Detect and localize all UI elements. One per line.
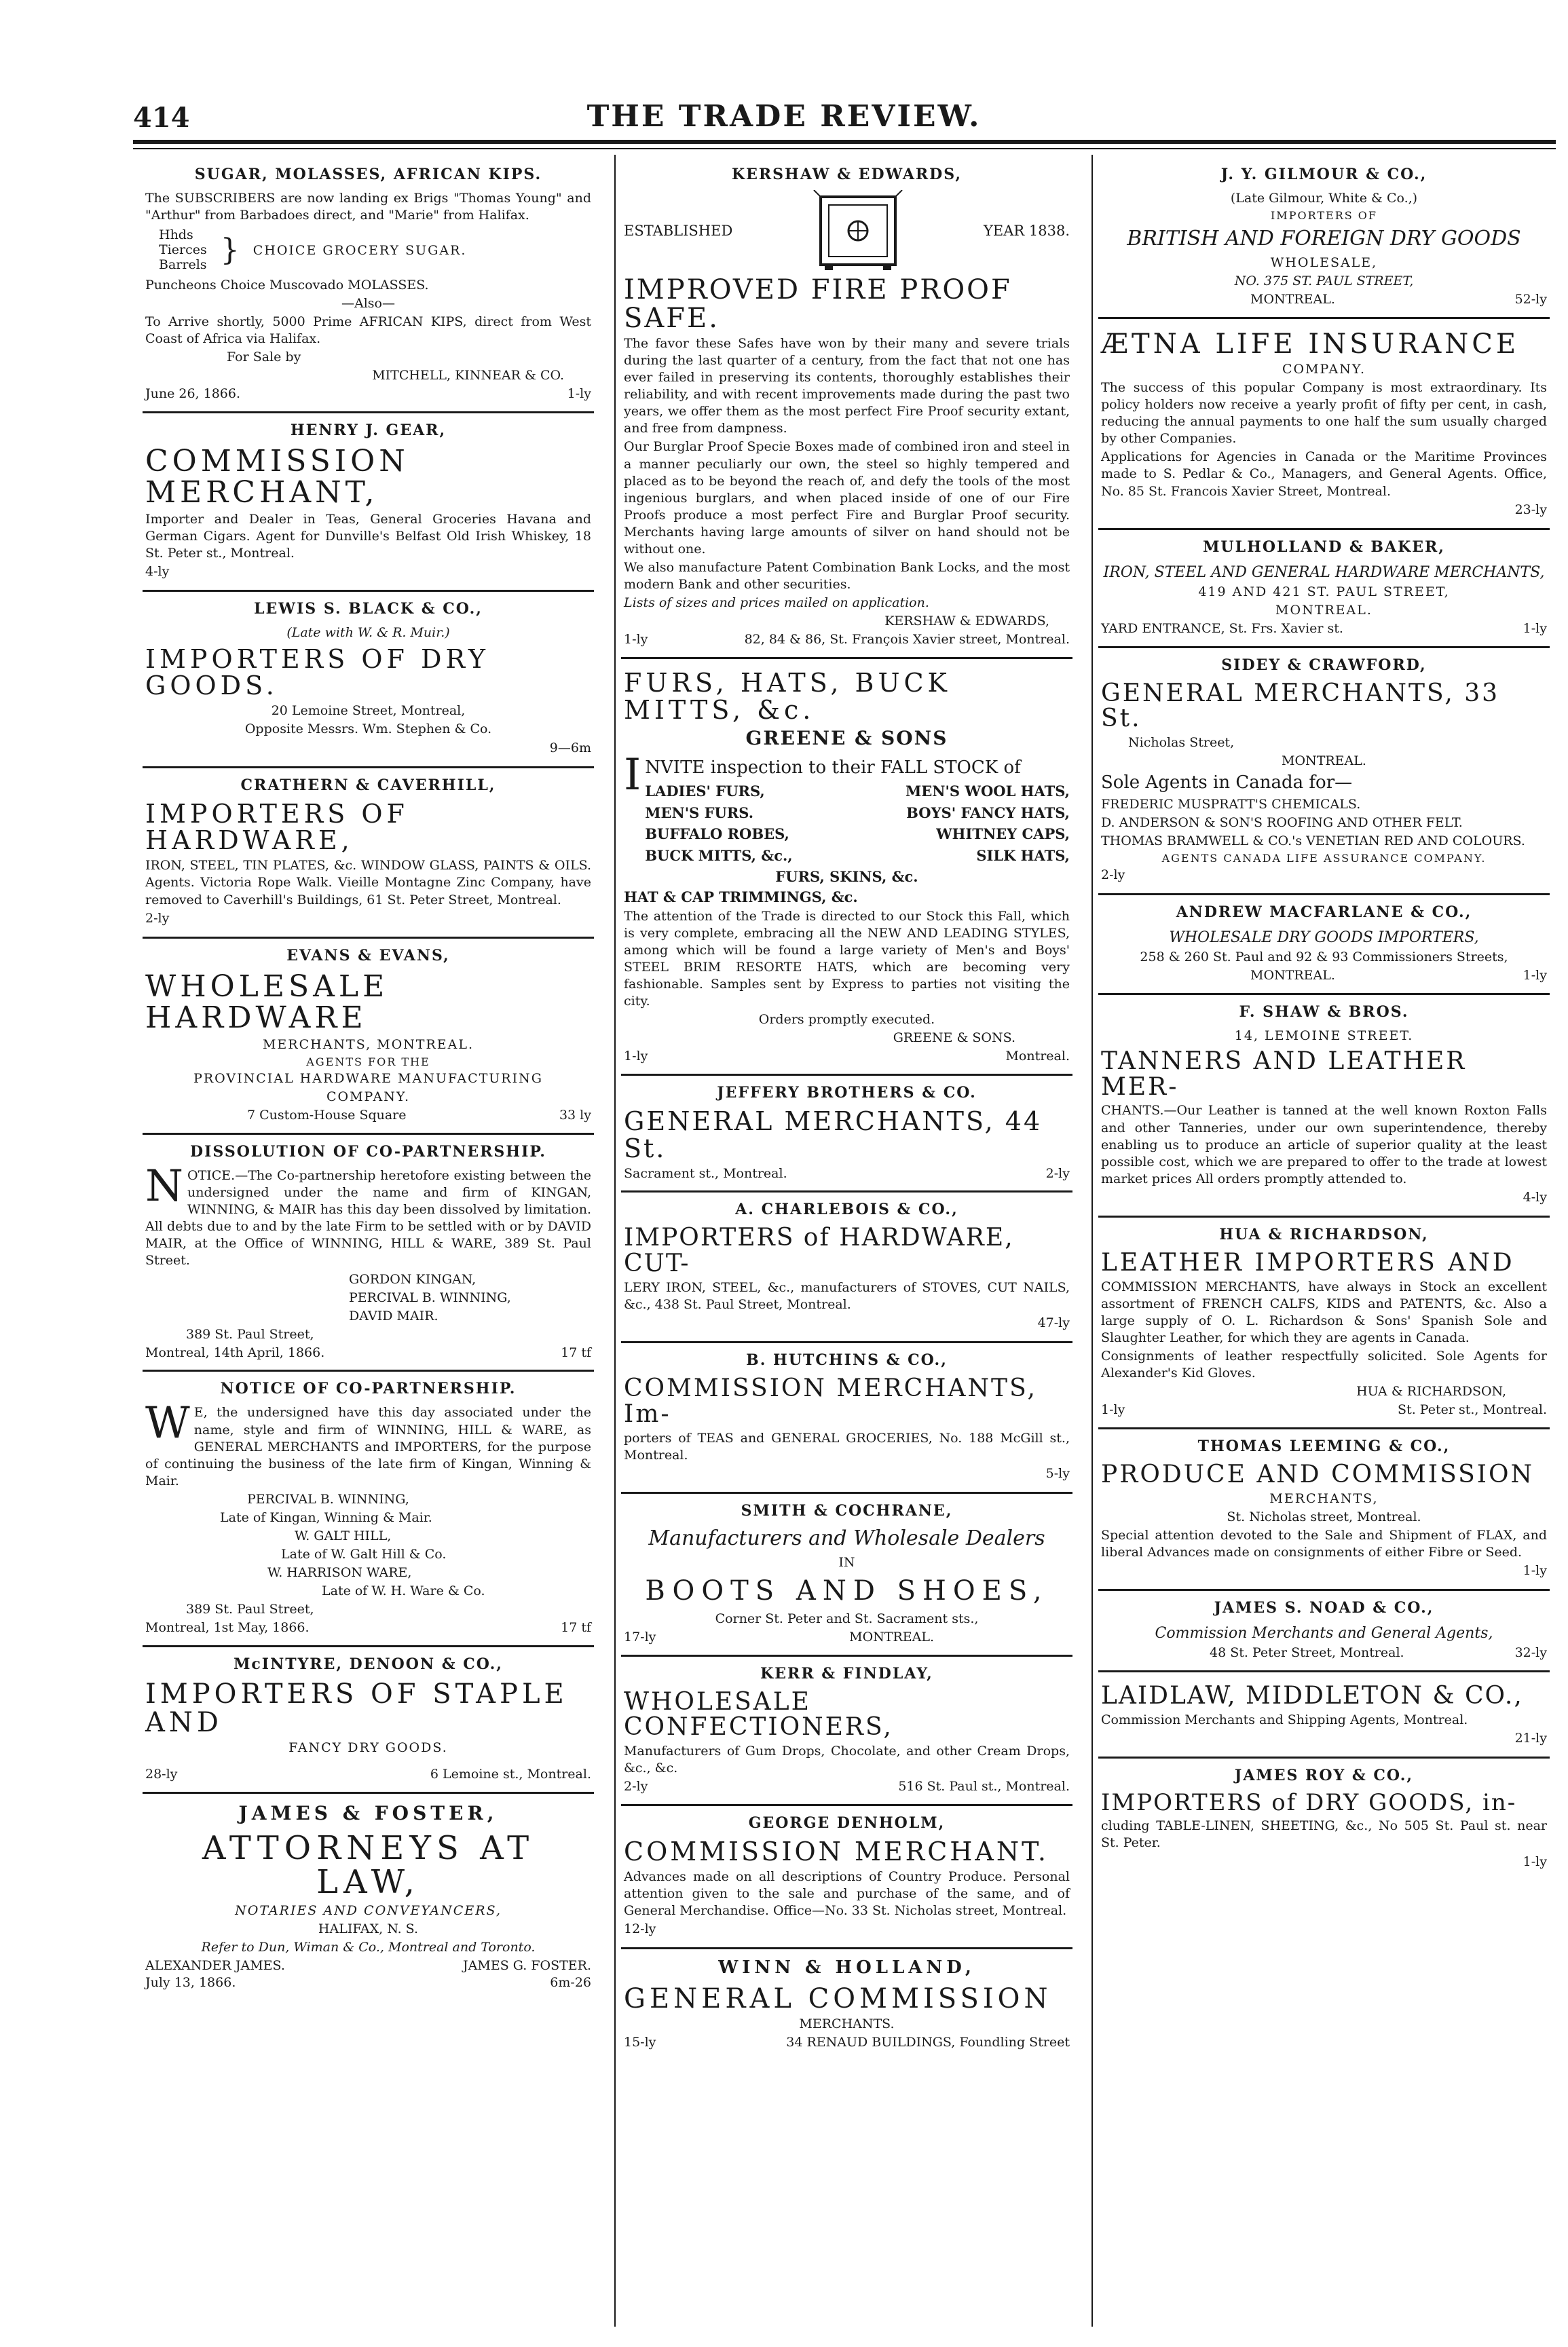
ad-firm: HUA & RICHARDSON, <box>1356 1384 1506 1400</box>
ad-display-line: COMMISSION MERCHANT. <box>624 1837 1049 1867</box>
ad-text: NOTARIES AND CONVEYANCERS, <box>235 1902 502 1918</box>
ad-text: BRITISH AND FOREIGN DRY GOODS <box>1127 227 1521 251</box>
ad-text: MERCHANTS, MONTREAL. <box>262 1037 474 1053</box>
product-item: MEN'S WOOL HATS, <box>906 783 1070 800</box>
ad-copartnership <box>143 1372 594 1647</box>
ad-text: MONTREAL. <box>1282 753 1366 769</box>
signatory-note: Late of Kingan, Winning & Mair. <box>220 1509 432 1525</box>
masthead-title: THE TRADE REVIEW. <box>586 99 982 134</box>
ad-text: The SUBSCRIBERS are now landing ex Brigs "Thomas Young" and "Arthur" from Barbadoes direct, and "Marie" from Halifax. <box>145 191 591 223</box>
ad-heading: NOTICE OF CO-PARTNERSHIP. <box>220 1380 517 1398</box>
ad-heading: ANDREW MACFARLANE & CO., <box>1176 903 1472 921</box>
ad-shaw <box>1098 995 1550 1218</box>
ad-text: INVITE inspection to their FALL STOCK of <box>624 749 1021 800</box>
ad-footer <box>624 1629 1070 1647</box>
ad-code: 17-ly <box>624 1630 656 1645</box>
ad-code: 47-ly <box>1037 1315 1070 1330</box>
ad-display-line: LAIDLAW, MIDDLETON & CO., <box>1101 1681 1523 1710</box>
ad-date: June 26, 1866. <box>145 386 241 402</box>
ad-text: Lists of sizes and prices mailed on application. <box>624 595 929 611</box>
ad-heading: KERSHAW & EDWARDS, <box>731 166 963 183</box>
ad-text: COMPANY. <box>1282 361 1366 377</box>
ad-text: MERCHANTS. <box>799 2016 895 2032</box>
ad-text: IN <box>838 1554 855 1570</box>
ad-heading: MULHOLLAND & BAKER, <box>1203 538 1445 556</box>
ad-text: HALIFAX, N. S. <box>318 1921 419 1936</box>
ad-text: To Arrive shortly, 5000 Prime AFRICAN KIPS, direct from West Coast of Africa via Halifax. <box>145 314 591 346</box>
ad-heading: THOMAS LEEMING & CO., <box>1197 1437 1451 1455</box>
ad-aetna <box>1098 319 1550 530</box>
ad-leeming <box>1098 1429 1550 1591</box>
ad-code: 1-ly <box>624 1049 648 1064</box>
ad-heading: CRATHERN & CAVERHILL, <box>240 776 496 794</box>
brace-label: CHOICE GROCERY SUGAR. <box>253 242 467 258</box>
brace-glyph: } <box>220 232 240 267</box>
ad-address: Corner St. Peter and St. Sacrament sts., <box>715 1611 979 1626</box>
ad-display-line: IMPORTERS of DRY GOODS, in- <box>1101 1788 1517 1816</box>
ad-footer <box>624 1165 1070 1183</box>
ad-code: 12-ly <box>624 1921 656 1937</box>
header-rule <box>133 140 1556 144</box>
ad-text: Opposite Messrs. Wm. Stephen & Co. <box>244 721 492 737</box>
ad-text: YEAR 1838. <box>984 223 1070 239</box>
ad-text: ESTABLISHED <box>624 223 733 239</box>
ad-code: 17 tf <box>561 1620 591 1636</box>
ad-text: porters of TEAS and GENERAL GROCERIES, No. 188 McGill st., Montreal. <box>624 1430 1070 1463</box>
ad-text: LERY IRON, STEEL, &c., manufacturers of STOVES, CUT NAILS, &c., 438 St. Paul Street, Montreal. <box>624 1279 1070 1312</box>
ad-text: Advances made on all descriptions of Country Produce. Personal attention given to the sale and purchase of the same, and of General Merchandise. Office—No. 33 St. Nicholas street, Montreal. <box>624 1869 1070 1919</box>
safe-banner <box>624 190 1070 271</box>
ad-display-line: WHOLESALE CONFECTIONERS, <box>624 1687 893 1742</box>
ad-sidey <box>1098 648 1550 895</box>
ad-footer <box>1101 1645 1547 1662</box>
page-number: 414 <box>133 102 190 134</box>
ad-display-line: IMPORTERS OF DRY GOODS. <box>145 643 489 701</box>
ad-text: Importer and Dealer in Teas, General Groceries Havana and German Cigars. Agent for Dunville's Belfast Old Irish Whiskey, 18 St. Peter st., Montreal. <box>145 512 591 561</box>
ad-text: CHANTS.—Our Leather is tanned at the well known Roxton Falls and other Tanneries, under our own superintendence, thereby enabling us to produce an article of superior quality at the least possible cost, which we are prepared to offer to the trade at lowest market prices All orders promptly attended to. <box>1101 1103 1547 1186</box>
ad-address: MONTREAL. <box>1250 292 1335 307</box>
ad-code: 1-ly <box>1101 1402 1125 1418</box>
ad-code: 52-ly <box>1514 292 1547 307</box>
ad-heading: McINTYRE, DENOON & CO., <box>234 1655 503 1674</box>
product-item: SILK HATS, <box>976 846 1070 864</box>
ad-address: YARD ENTRANCE, St. Frs. Xavier st. <box>1101 620 1343 636</box>
ad-address: 82, 84 & 86, St. François Xavier street, Montreal. <box>744 632 1070 647</box>
ad-address: 48 St. Peter Street, Montreal. <box>1210 1645 1404 1661</box>
ad-display-line: COMMISSION MERCHANTS, Im- <box>624 1374 1037 1428</box>
ad-text: For Sale by <box>227 350 301 364</box>
ad-code: 6m-26 <box>550 1975 591 1991</box>
ad-display-line: BOOTS AND SHOES, <box>645 1575 1049 1607</box>
ad-display-line: FURS, HATS, BUCK MITTS, &c. <box>624 667 951 725</box>
ad-gilmour <box>1098 157 1550 319</box>
ad-jeffery <box>621 1076 1072 1193</box>
ad-display-line: COMMISSION MERCHANT, <box>145 443 409 510</box>
ad-address: NO. 375 ST. PAUL STREET, <box>1234 274 1414 289</box>
ad-heading: LEWIS S. BLACK & CO., <box>254 600 483 618</box>
ad-heading: EVANS & EVANS, <box>286 946 450 964</box>
ad-address: Sacrament st., Montreal. <box>624 1165 787 1181</box>
ad-code: 21-ly <box>1514 1730 1547 1746</box>
ad-display-line: ÆTNA LIFE INSURANCE <box>1101 328 1520 360</box>
ad-text: COMMISSION MERCHANTS, have always in Stock an excellent assortment of FRENCH CALFS, KIDS and PATENTS, &c. Also a large supply of O. L. Richardson & Sons' Spanish Sole and Slaughter Leather, for which they are agents in Canada. <box>1101 1279 1547 1345</box>
ad-footer <box>145 1619 591 1637</box>
ad-charlebois <box>621 1193 1072 1343</box>
ad-address: Montreal. <box>1005 1049 1070 1064</box>
ad-address: St. Peter st., Montreal. <box>1398 1402 1547 1418</box>
ad-display-line: IMPROVED FIRE PROOF SAFE. <box>624 274 1012 334</box>
ad-mcintyre <box>143 1647 594 1794</box>
ad-text: FREDERIC MUSPRATT'S CHEMICALS. <box>1101 796 1361 812</box>
ad-text: Commission Merchants and Shipping Agents, Montreal. <box>1101 1712 1468 1727</box>
ad-address: St. Nicholas street, Montreal. <box>1227 1509 1421 1524</box>
ad-address: 419 AND 421 ST. PAUL STREET, <box>1198 584 1450 599</box>
column-middle <box>621 157 1072 2329</box>
ad-footer <box>1101 620 1547 638</box>
ad-code: 23-ly <box>1514 502 1547 517</box>
header-rule-thin <box>133 148 1556 149</box>
ad-code: 1-ly <box>567 386 591 402</box>
ad-firm: KERSHAW & EDWARDS, <box>884 614 1049 629</box>
ad-dissolution <box>143 1135 594 1372</box>
ad-display-line: PRODUCE AND COMMISSION <box>1101 1460 1535 1488</box>
ad-evans <box>143 939 594 1135</box>
ad-text: HAT & CAP TRIMMINGS, &c. <box>624 888 858 905</box>
ad-text: cluding TABLE-LINEN, SHEETING, &c., No 505 St. Paul st. near St. Peter. <box>1101 1818 1547 1851</box>
ad-text: IRON, STEEL, TIN PLATES, &c. WINDOW GLASS, PAINTS & OILS. Agents. Victoria Rope Walk. Vieille Montagne Zinc Company, have removed to Caverhill's Buildings, 61 St. Peter Street, Montreal. <box>145 858 591 907</box>
ad-footer <box>145 1957 591 1975</box>
ad-text: COMPANY. <box>326 1089 411 1105</box>
ad-footer <box>145 1107 591 1125</box>
ad-code: 32-ly <box>1514 1645 1547 1661</box>
ad-text: MERCHANTS, <box>1269 1490 1379 1506</box>
ad-kershaw <box>621 157 1072 659</box>
ad-address: 389 St. Paul Street, <box>186 1326 314 1342</box>
ad-display-line: GENERAL COMMISSION <box>624 1983 1052 2015</box>
ad-heading: JAMES S. NOAD & CO., <box>1214 1599 1434 1617</box>
ad-text: FURS, SKINS, &c. <box>775 868 918 886</box>
ad-code: 33 ly <box>559 1108 591 1123</box>
ad-text: Our Burglar Proof Specie Boxes made of combined iron and steel in a manner peculiarly our own, the steel so highly tempered and placed as to be beyond the reach of, and defy the tools of the most ingenious burglars, and when placed inside of one of our Fire Proofs produce a most perfect Fire and Burglar Proof security. Merchants having large amounts of silver on hand should not be without one. <box>624 439 1070 557</box>
ad-kerr <box>621 1657 1072 1806</box>
signatory: DAVID MAIR. <box>349 1308 438 1323</box>
ad-address: 20 Lemoine Street, Montreal, <box>271 703 466 719</box>
ad-heading: HENRY J. GEAR, <box>290 421 447 439</box>
brace-item: Hhds <box>159 227 193 243</box>
ad-footer <box>145 1345 591 1362</box>
ad-display-line: WHOLESALE HARDWARE <box>145 969 389 1035</box>
column-left <box>143 157 594 2329</box>
ad-address: 516 St. Paul st., Montreal. <box>898 1779 1070 1795</box>
ad-date: Montreal, 14th April, 1866. <box>145 1345 325 1360</box>
ad-denholm <box>621 1806 1072 1949</box>
ad-footer <box>1101 1402 1547 1419</box>
ad-address: MONTREAL. <box>1250 968 1335 983</box>
ad-gear <box>143 413 594 593</box>
ad-text: The favor these Safes have won by their many and severe trials during the last quarter of a century, from the fact that not one has ever failed in preserving its contents, thoroughly establishes their reliability, and with recent improvements made during the past two years, we offer them as the most perfect Fire Proof security extant, and free from dampness. <box>624 336 1070 436</box>
ad-text: Manufacturers and Wholesale Dealers <box>648 1526 1045 1550</box>
product-item: MEN'S FURS. <box>645 804 754 821</box>
ad-text: Commission Merchants and General Agents, <box>1155 1625 1493 1642</box>
ad-footer <box>1101 291 1547 309</box>
ad-text: WHOLESALE, <box>1270 255 1378 271</box>
ad-hutchins <box>621 1343 1072 1494</box>
ad-sugar <box>143 157 594 413</box>
ad-text: Sole Agents in Canada for— <box>1101 772 1353 793</box>
ad-text: D. ANDERSON & SON'S ROOFING AND OTHER FELT. <box>1101 814 1463 830</box>
ad-heading: HUA & RICHARDSON, <box>1219 1225 1429 1243</box>
ad-macfarlane <box>1098 895 1550 995</box>
ad-text: AGENTS FOR THE <box>306 1055 430 1069</box>
ad-address: 258 & 260 St. Paul and 92 & 93 Commissioners Streets, <box>1140 950 1508 965</box>
ad-display-line: GENERAL MERCHANTS, 33 St. <box>1101 679 1500 733</box>
signatory: PERCIVAL B. WINNING, <box>349 1290 511 1305</box>
signatory: GORDON KINGAN, <box>349 1271 477 1287</box>
brace-item: Tierces <box>159 242 207 257</box>
ad-mulholland <box>1098 530 1550 648</box>
column-divider <box>614 155 616 2327</box>
ad-code: 4-ly <box>1523 1189 1547 1205</box>
ad-smith <box>621 1494 1072 1657</box>
ad-text: The success of this popular Company is most extraordinary. Its policy holders now receive a yearly profit of fifty per cent, in cash, reducing the annual payments to one half the sum usually charged by other Companies. <box>1101 380 1547 447</box>
ad-text: PROVINCIAL HARDWARE MANUFACTURING <box>193 1071 543 1087</box>
ad-heading: B. HUTCHINS & CO., <box>746 1351 948 1370</box>
ad-address: 6 Lemoine st., Montreal. <box>430 1767 591 1782</box>
ad-footer <box>624 1048 1070 1066</box>
ad-code: 5-ly <box>1045 1465 1070 1481</box>
ad-greene <box>621 659 1072 1076</box>
ad-text: AGENTS CANADA LIFE ASSURANCE COMPANY. <box>1161 851 1487 865</box>
ad-foster <box>143 1794 594 2000</box>
ad-code: 1-ly <box>1523 1854 1547 1869</box>
ad-code: 1-ly <box>624 632 648 647</box>
signatory: ALEXANDER JAMES. <box>145 1957 285 1973</box>
ad-footer <box>624 2034 1070 2052</box>
ad-text: —Also— <box>341 295 395 311</box>
ad-text: MONTREAL. <box>1275 602 1373 618</box>
ad-code: 17 tf <box>561 1345 591 1360</box>
ad-text: THOMAS BRAMWELL & CO.'s VENETIAN RED AND COLOURS. <box>1101 833 1525 848</box>
ad-code: 15-ly <box>624 2035 656 2050</box>
ad-footer <box>145 1974 591 1992</box>
ad-heading: F. SHAW & BROS. <box>1239 1002 1409 1021</box>
ad-display-line: GENERAL MERCHANTS, 44 St. <box>624 1106 1043 1163</box>
ad-heading: JEFFERY BROTHERS & CO. <box>717 1083 977 1102</box>
ad-text: Consignments of leather respectfully solicited. Sole Agents for Alexander's Kid Gloves. <box>1101 1349 1547 1381</box>
ad-firm: GREENE & SONS. <box>893 1030 1015 1046</box>
ad-heading: J. Y. GILMOUR & CO., <box>1220 166 1427 183</box>
ad-text: IMPORTERS OF <box>1270 209 1377 223</box>
ad-heading: SIDEY & CRAWFORD, <box>1221 656 1427 674</box>
ad-footer <box>624 1778 1070 1796</box>
ad-crathern <box>143 768 594 939</box>
ad-code: 2-ly <box>624 1779 648 1795</box>
sugar-brace <box>159 228 591 273</box>
ad-text: We also manufacture Patent Combination Bank Locks, and the most modern Bank and other securities. <box>624 560 1070 593</box>
ad-hua <box>1098 1218 1550 1429</box>
ad-text: WE, the undersigned have this day associated under the name, style and firm of WINNING, HILL & WARE, as GENERAL MERCHANTS and IMPORTERS, for the purpose of continuing the business of the late firm of Kingan, Winning & Mair. <box>145 1398 591 1488</box>
ad-winn <box>621 1949 1072 2060</box>
ad-display-line: TANNERS AND LEATHER MER- <box>1101 1047 1467 1101</box>
signatory: JAMES G. FOSTER. <box>463 1957 591 1973</box>
column-divider <box>1091 155 1093 2327</box>
ad-text: (Late with W. & R. Muir.) <box>286 625 450 641</box>
ad-black <box>143 592 594 768</box>
ad-heading: SMITH & COCHRANE, <box>741 1501 953 1520</box>
ad-roy <box>1098 1759 1550 1880</box>
ad-text: NOTICE.—The Co-partnership heretofore existing between the undersigned under the name and firm of KINGAN, WINNING, & MAIR has this day been dissolved by limitation. All debts due to and by the late Firm to be settled with or by DAVID MAIR, at the Office of WINNING, HILL & WARE, 389 St. Paul Street. <box>145 1161 591 1269</box>
ad-heading: GEORGE DENHOLM, <box>748 1814 946 1833</box>
ad-noad <box>1098 1591 1550 1672</box>
ad-heading: SUGAR, MOLASSES, AFRICAN KIPS. <box>194 166 542 183</box>
ad-heading: KERR & FINDLAY, <box>760 1664 933 1683</box>
signatory: W. GALT HILL, <box>295 1528 392 1543</box>
ad-footer <box>145 386 591 403</box>
ad-heading: A. CHARLEBOIS & CO., <box>735 1201 958 1219</box>
signatory: W. HARRISON WARE, <box>267 1565 412 1581</box>
ad-laidlaw <box>1098 1672 1550 1759</box>
ad-text: Applications for Agencies in Canada or the Maritime Provinces made to S. Pedlar & Co., Managers, and General Agents. Office, No. 85 St. Francois Xavier Street, Montreal. <box>1101 449 1547 499</box>
ad-heading: JAMES ROY & CO., <box>1234 1766 1414 1784</box>
ad-code: 1-ly <box>1523 968 1547 983</box>
ad-text: WHOLESALE DRY GOODS IMPORTERS, <box>1169 929 1479 946</box>
ad-text: FANCY DRY GOODS. <box>288 1740 448 1756</box>
ad-footer <box>624 631 1070 649</box>
ad-code: 1-ly <box>1523 1562 1547 1578</box>
ad-address: 34 RENAUD BUILDINGS, Foundling Street <box>786 2035 1070 2050</box>
product-item: LADIES' FURS, <box>645 783 765 800</box>
signatory-note: Late of W. Galt Hill & Co. <box>281 1547 447 1562</box>
signatory-note: Late of W. H. Ware & Co. <box>322 1583 485 1599</box>
ad-address: 389 St. Paul Street, <box>186 1602 314 1617</box>
product-item: WHITNEY CAPS, <box>936 825 1070 843</box>
signatory: PERCIVAL B. WINNING, <box>247 1491 409 1507</box>
ad-code: 2-ly <box>145 910 170 926</box>
ad-address: 14, LEMOINE STREET. <box>1234 1028 1414 1043</box>
ad-display-line: ATTORNEYS AT LAW, <box>202 1828 535 1902</box>
ad-code: 4-ly <box>145 564 170 580</box>
ad-display-line: IMPORTERS of HARDWARE, CUT- <box>624 1224 1014 1277</box>
ad-heading: WINN & HOLLAND, <box>718 1957 975 1978</box>
ad-footer <box>1101 967 1547 985</box>
ad-footer <box>145 1766 591 1784</box>
ad-text: The attention of the Trade is directed to our Stock this Fall, which is very complete, embracing all the NEW AND LEADING STYLES, among which will be found a large variety of Men's and Boys' STEEL BRIM RESORTE HATS, which are becoming very fashionable. Samples sent by Express to parties not visiting the city. <box>624 908 1070 1009</box>
ad-code: 2-ly <box>1101 867 1125 882</box>
ad-code: 2-ly <box>1045 1165 1070 1181</box>
ad-text: Orders promptly executed. <box>758 1011 935 1027</box>
ad-heading: DISSOLUTION OF CO-PARTNERSHIP. <box>190 1143 546 1161</box>
ad-date: Montreal, 1st May, 1866. <box>145 1620 310 1636</box>
ad-heading: JAMES & FOSTER, <box>238 1801 498 1824</box>
product-item: BUCK MITTS, &c., <box>645 846 793 864</box>
ad-display-line: IMPORTERS OF STAPLE AND <box>145 1678 568 1739</box>
ad-address: Nicholas Street, <box>1128 735 1235 751</box>
ad-code: 28-ly <box>145 1767 178 1782</box>
ad-date: July 13, 1866. <box>145 1975 236 1991</box>
safe-illustration-icon <box>807 190 909 271</box>
product-list <box>645 781 1070 866</box>
brace-item: Barrels <box>159 257 207 272</box>
product-item: BOYS' FANCY HATS, <box>906 804 1070 821</box>
ad-display-line: LEATHER IMPORTERS AND <box>1101 1248 1515 1277</box>
ad-code: 1-ly <box>1523 620 1547 636</box>
ad-address: MONTREAL. <box>849 1630 934 1645</box>
column-right <box>1098 157 1550 2329</box>
ad-text: (Late Gilmour, White & Co.,) <box>1230 191 1418 206</box>
ad-text: Refer to Dun, Wiman & Co., Montreal and Toronto. <box>201 1939 536 1955</box>
ad-text: IRON, STEEL AND GENERAL HARDWARE MERCHANTS, <box>1103 563 1545 581</box>
ad-text: Puncheons Choice Muscovado MOLASSES. <box>145 277 429 293</box>
ad-display-line: IMPORTERS OF HARDWARE, <box>145 798 409 856</box>
ad-firm: MITCHELL, KINNEAR & CO. <box>372 368 564 383</box>
ad-text: Manufacturers of Gum Drops, Chocolate, and other Cream Drops, &c., &c. <box>624 1744 1070 1776</box>
ad-heading: GREENE & SONS <box>745 726 948 749</box>
ad-code: 9—6m <box>549 740 591 755</box>
product-item: BUFFALO ROBES, <box>645 825 789 843</box>
ad-address: 7 Custom-House Square <box>247 1108 407 1123</box>
ad-text: Special attention devoted to the Sale and Shipment of FLAX, and liberal Advances made on consignments of either Fibre or Seed. <box>1101 1527 1547 1560</box>
